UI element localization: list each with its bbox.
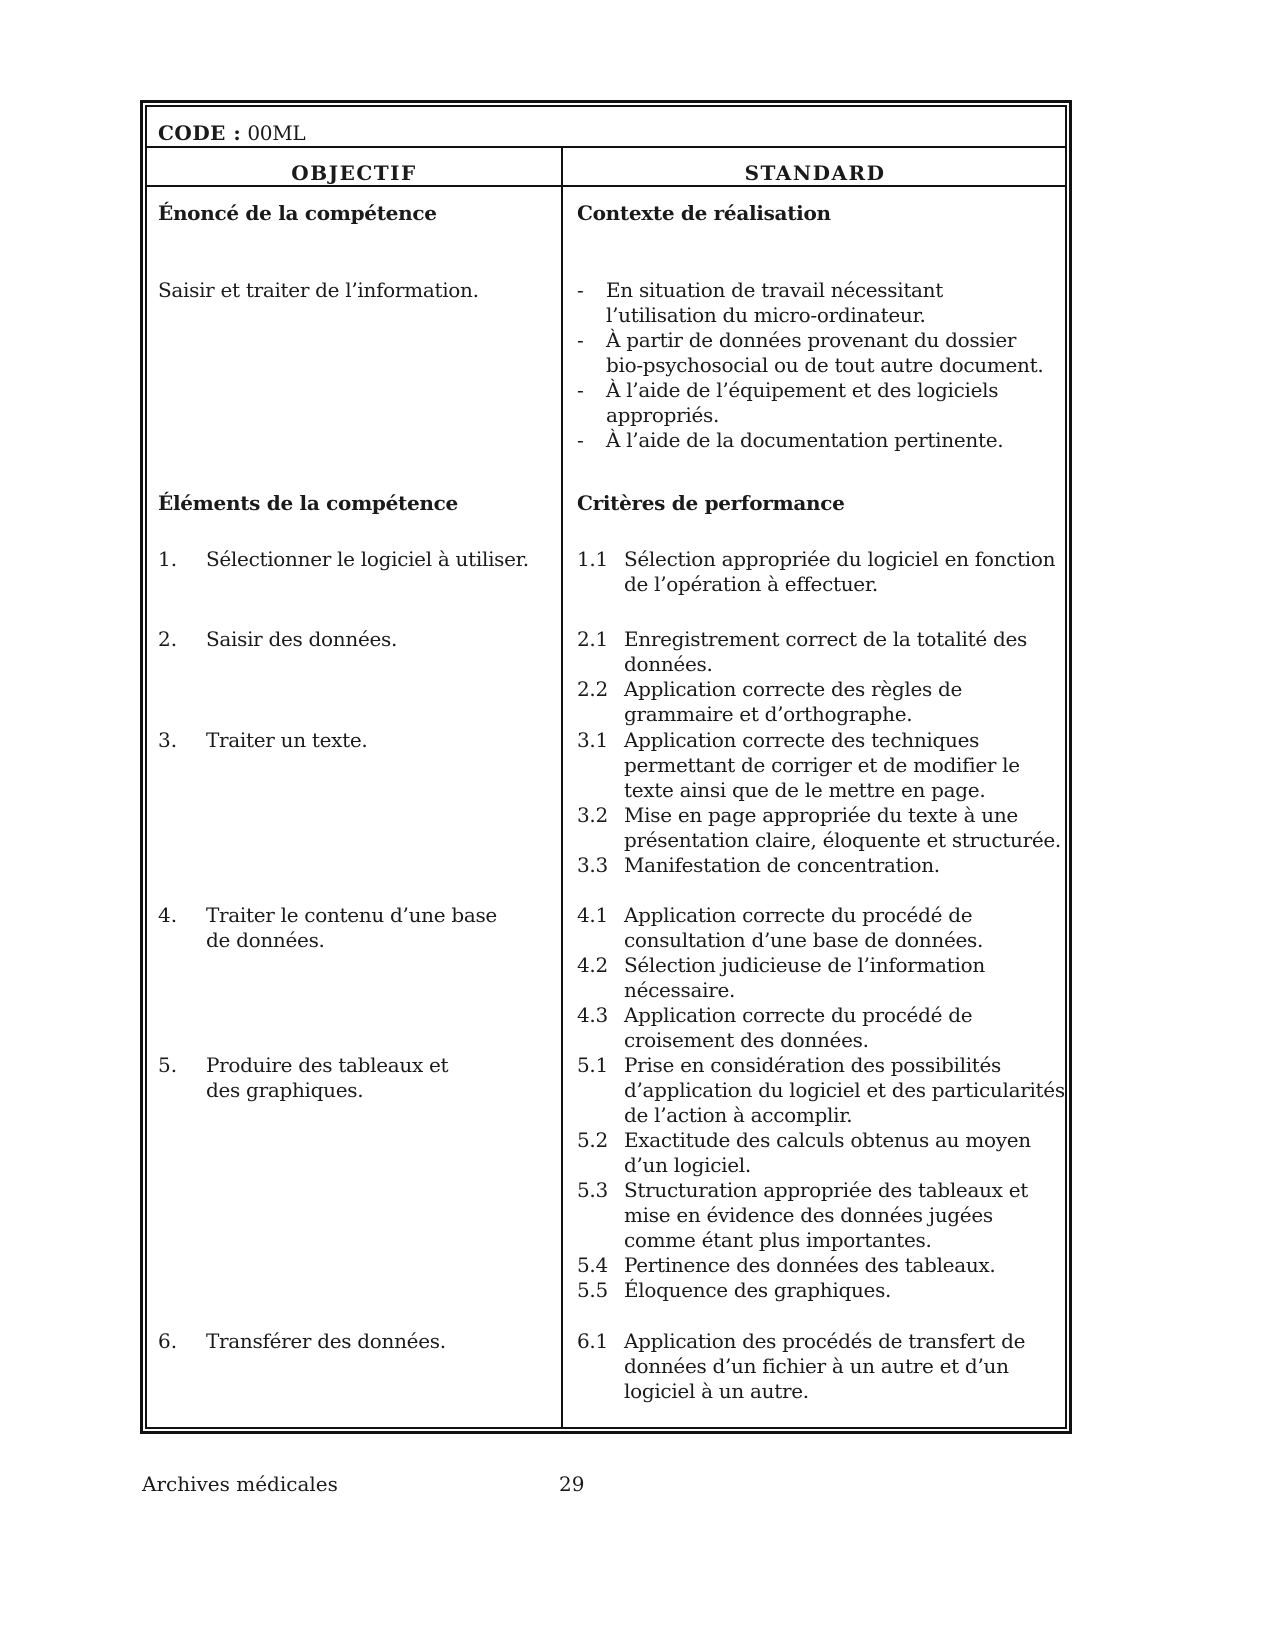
bullet: -: [577, 378, 584, 402]
critere-item: [577, 1003, 1067, 1053]
contexte-item-text: À l’aide de l’équipement et des logiciels appropriés.: [606, 378, 999, 427]
element-number: 5.: [158, 1053, 178, 1077]
element-text: Transférer des données.: [206, 1329, 446, 1353]
critere-number: 5.4: [577, 1253, 608, 1277]
criteres-group-3: [577, 728, 1067, 878]
bullet: -: [577, 328, 584, 352]
critere-text: Enregistrement correct de la totalité des données.: [624, 627, 1027, 676]
contexte-item: [577, 328, 1057, 378]
critere-item: [577, 803, 1067, 853]
critere-number: 3.1: [577, 728, 608, 752]
critere-number: 1.1: [577, 547, 608, 571]
critere-item: [577, 1178, 1067, 1253]
criteres-group-5: [577, 1053, 1067, 1303]
critere-text: Mise en page appropriée du texte à une présentation claire, éloquente et structurée.: [624, 803, 1061, 852]
element-number: 6.: [158, 1329, 178, 1353]
critere-number: 5.1: [577, 1053, 608, 1077]
critere-item: [577, 903, 1067, 953]
criteres-group-2: [577, 627, 1067, 727]
element-text: Traiter un texte.: [206, 728, 368, 752]
code-label: CODE :: [158, 121, 242, 145]
critere-text: Application correcte du procédé de croisement des données.: [624, 1003, 973, 1052]
element-number: 3.: [158, 728, 178, 752]
page-number: 29: [559, 1472, 585, 1496]
critere-text: Manifestation de concentration.: [624, 853, 940, 877]
elements-heading: Éléments de la compétence: [158, 491, 458, 515]
criteres-heading: Critères de performance: [577, 491, 845, 515]
element-number: 2.: [158, 627, 178, 651]
critere-item: [577, 547, 1067, 597]
critere-text: Structuration appropriée des tableaux et mise en évidence des données jugées comme étant plus importantes.: [624, 1178, 1028, 1252]
critere-item: [577, 627, 1067, 677]
element-number: 1.: [158, 547, 178, 571]
critere-text: Application correcte du procédé de consultation d’une base de données.: [624, 903, 984, 952]
critere-number: 6.1: [577, 1329, 608, 1353]
critere-item: [577, 1053, 1067, 1128]
critere-text: Application correcte des règles de grammaire et d’orthographe.: [624, 677, 963, 726]
critere-number: 5.3: [577, 1178, 608, 1202]
critere-item: [577, 728, 1067, 803]
element-text: Sélectionner le logiciel à utiliser.: [206, 547, 529, 571]
contexte-item-text: En situation de travail nécessitant l’utilisation du micro-ordinateur.: [606, 278, 944, 327]
critere-number: 4.2: [577, 953, 608, 977]
contexte-list: [577, 278, 1057, 453]
critere-number: 4.3: [577, 1003, 608, 1027]
element-text: Saisir des données.: [206, 627, 398, 651]
critere-text: Éloquence des graphiques.: [624, 1278, 892, 1302]
element-text: Traiter le contenu d’une base de données.: [206, 903, 497, 952]
critere-item: [577, 953, 1067, 1003]
contexte-item-text: À partir de données provenant du dossier bio-psychosocial ou de tout autre document.: [606, 328, 1044, 377]
critere-text: Exactitude des calculs obtenus au moyen d’un logiciel.: [624, 1128, 1031, 1177]
divider-code: [145, 146, 1067, 148]
element-number: 4.: [158, 903, 178, 927]
critere-number: 3.3: [577, 853, 608, 877]
critere-number: 2.1: [577, 627, 608, 651]
critere-number: 4.1: [577, 903, 608, 927]
critere-item: [577, 1278, 1067, 1303]
contexte-heading: Contexte de réalisation: [577, 201, 831, 225]
critere-text: Sélection judicieuse de l’information nécessaire.: [624, 953, 985, 1002]
contexte-item: [577, 278, 1057, 328]
code-row: [158, 121, 305, 146]
element-text: Produire des tableaux et des graphiques.: [206, 1053, 449, 1102]
critere-item: [577, 1128, 1067, 1178]
column-header-standard: STANDARD: [744, 161, 886, 185]
critere-item: [577, 853, 1067, 878]
critere-number: 5.5: [577, 1278, 608, 1302]
critere-text: Prise en considération des possibilités d’application du logiciel et des particularités de l’action à accomplir.: [624, 1053, 1065, 1127]
criteres-group-1: [577, 547, 1067, 597]
critere-item: [577, 677, 1067, 727]
enonce-heading: Énoncé de la compétence: [158, 201, 437, 225]
critere-number: 3.2: [577, 803, 608, 827]
critere-text: Pertinence des données des tableaux.: [624, 1253, 996, 1277]
code-value: 00ML: [247, 121, 306, 145]
contexte-item: [577, 428, 1057, 453]
critere-text: Sélection appropriée du logiciel en fonction de l’opération à effectuer.: [624, 547, 1056, 596]
critere-text: Application correcte des techniques permettant de corriger et de modifier le texte ainsi que de le mettre en page.: [624, 728, 1020, 802]
criteres-group-6: [577, 1329, 1067, 1404]
column-header-objectif: OBJECTIF: [291, 161, 417, 185]
critere-item: [577, 1329, 1067, 1404]
criteres-group-4: [577, 903, 1067, 1053]
bullet: -: [577, 278, 584, 302]
critere-item: [577, 1253, 1067, 1278]
contexte-item-text: À l’aide de la documentation pertinente.: [606, 428, 1004, 452]
footer-title: Archives médicales: [142, 1472, 338, 1496]
critere-number: 2.2: [577, 677, 608, 701]
critere-number: 5.2: [577, 1128, 608, 1152]
column-divider: [561, 146, 563, 1429]
enonce-text: Saisir et traiter de l’information.: [158, 278, 479, 302]
bullet: -: [577, 428, 584, 452]
critere-text: Application des procédés de transfert de données d’un fichier à un autre et d’un logiciel à un autre.: [624, 1329, 1026, 1403]
contexte-item: [577, 378, 1057, 428]
